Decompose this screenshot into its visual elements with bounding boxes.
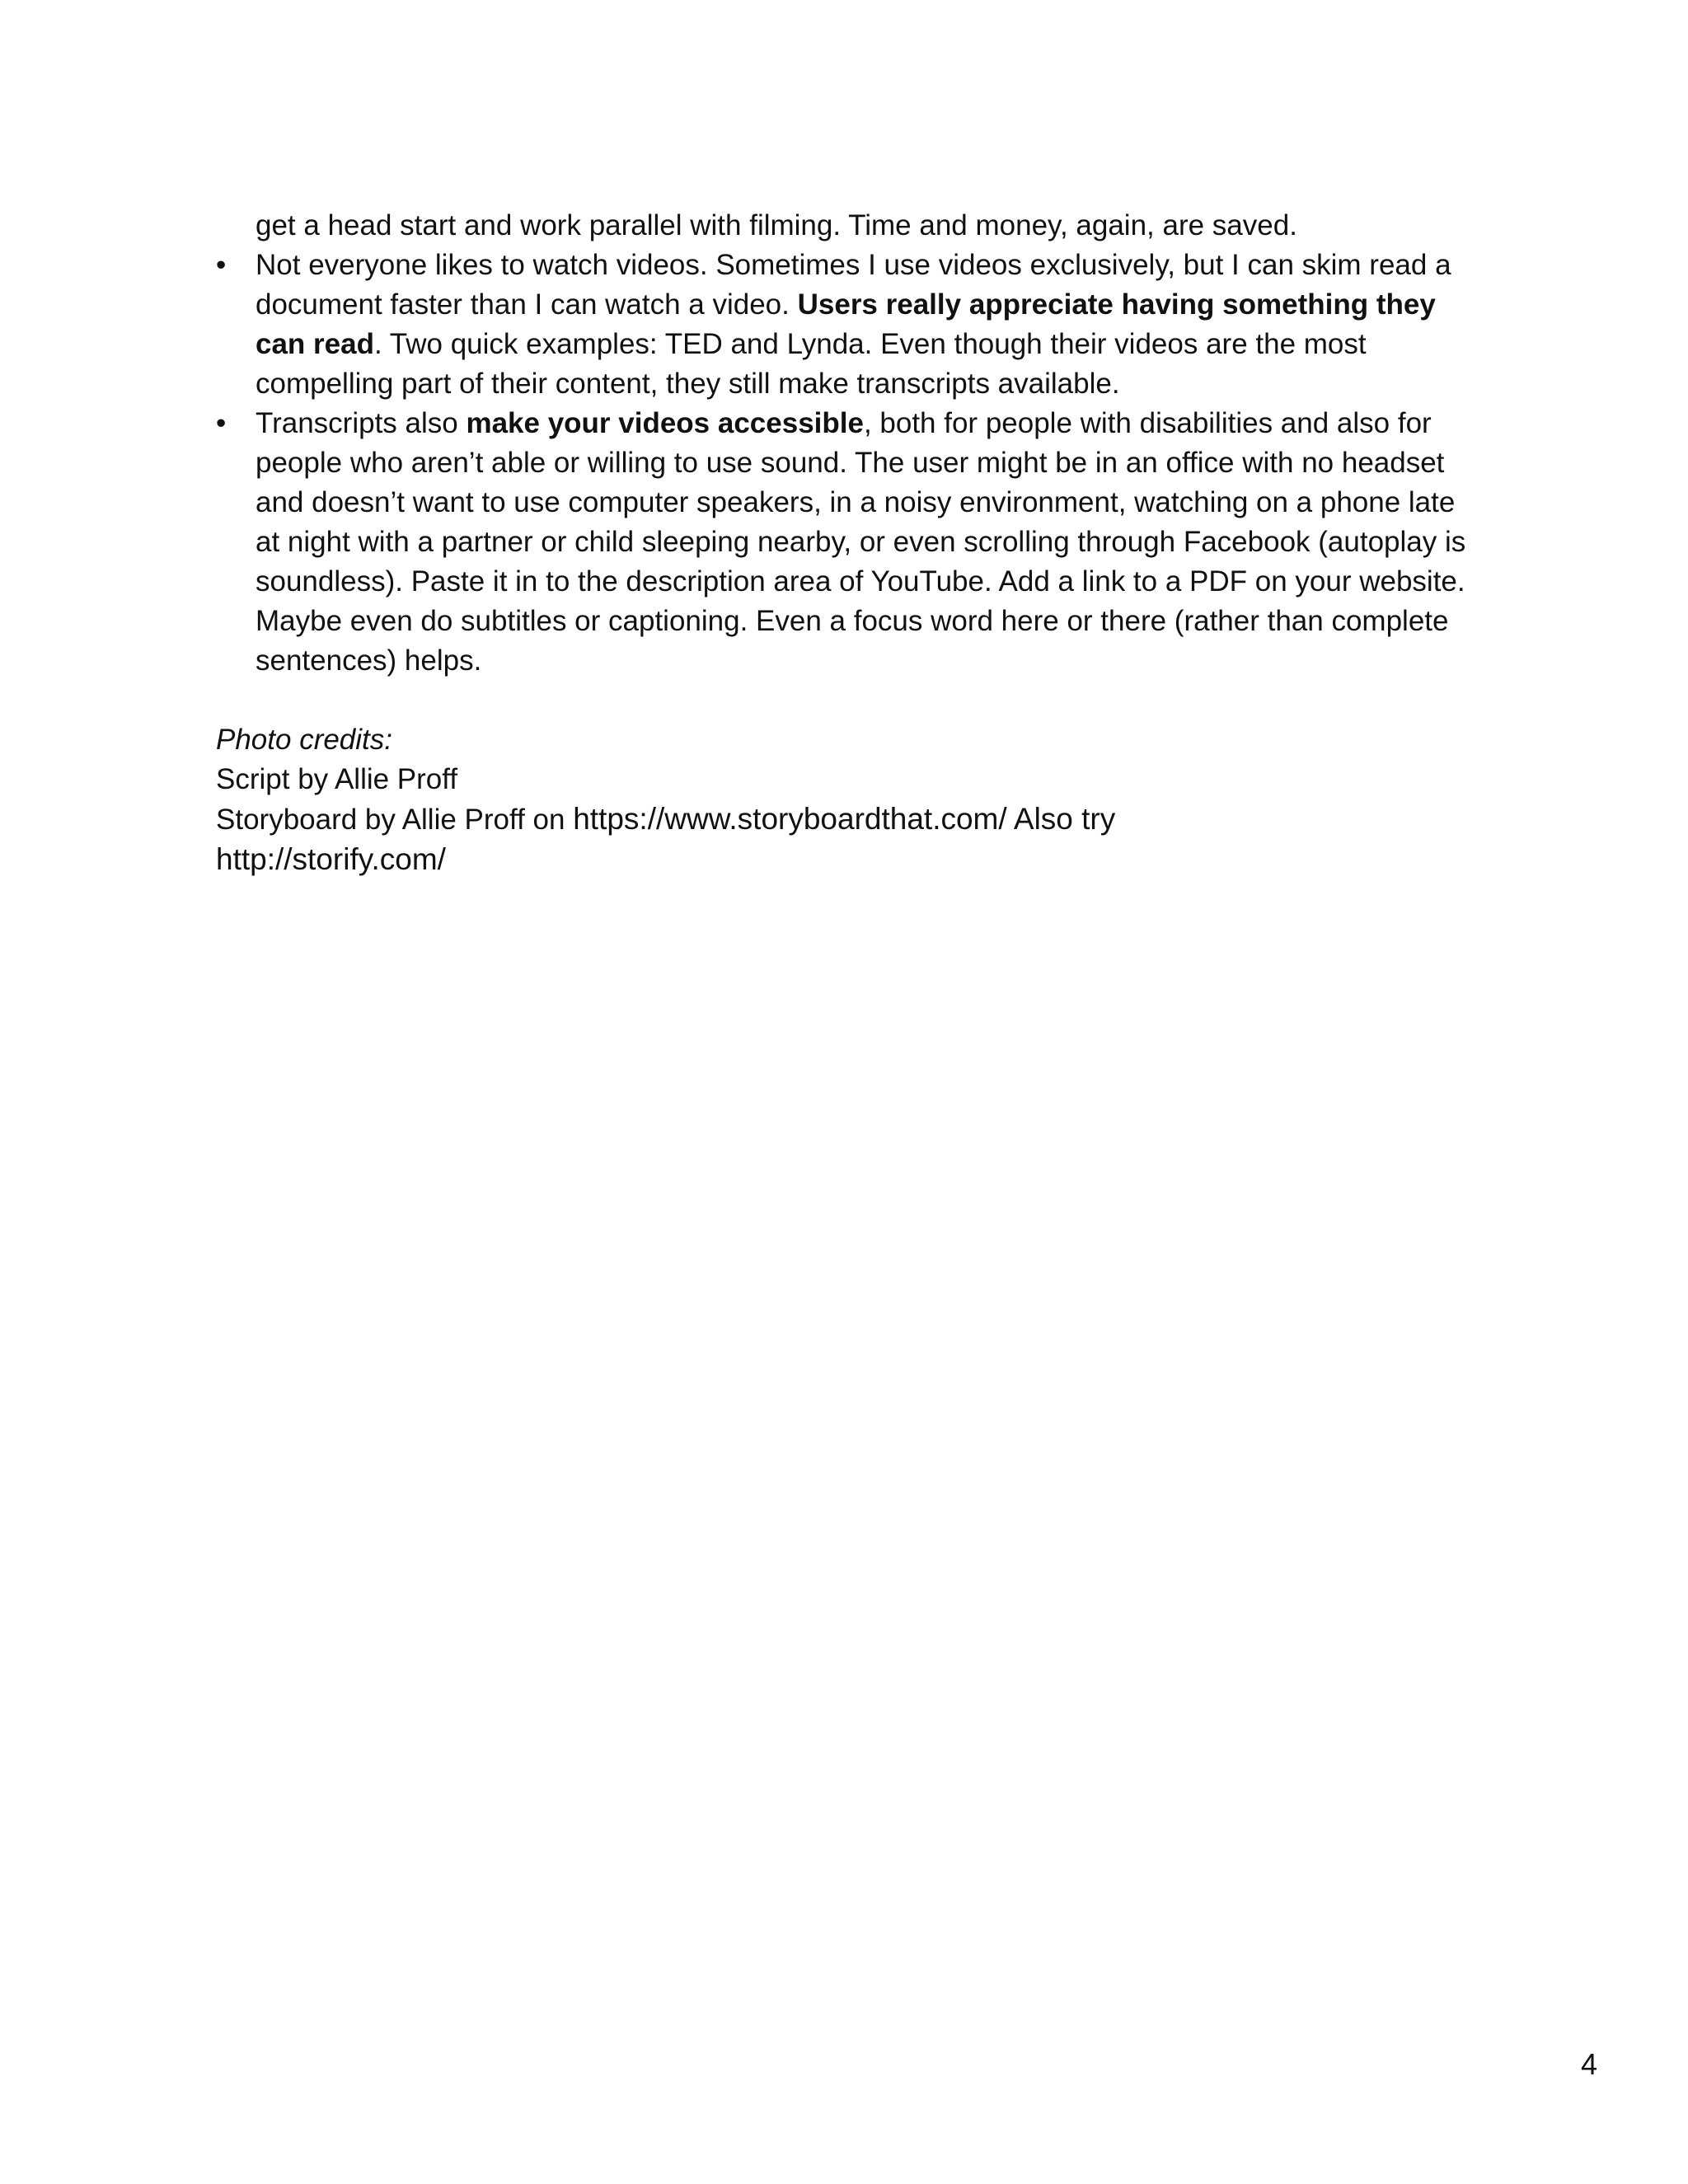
bullet-text-before: Transcripts also — [256, 407, 467, 439]
credits-heading: Photo credits: — [216, 724, 392, 756]
bullet-icon: • — [216, 407, 227, 439]
bullet-text-bold: make your videos accessible — [466, 407, 864, 439]
photo-credits — [216, 720, 1485, 880]
bullet-item-videos — [216, 246, 1485, 404]
storyboard-link[interactable]: https://www.storyboardthat.com/ — [573, 802, 1007, 836]
page-number: 4 — [1581, 2047, 1598, 2081]
storyboard-prefix: Storyboard by Allie Proff on — [216, 804, 574, 836]
credits-storify-line — [216, 840, 1485, 880]
bullet-text-after: , both for people with disabilities and also for people who aren’t able or willing to use sound. The user might be in an office with no headset and doesn’t want to use computer speakers, in a noisy environment, watching on a phone late at night with a partner or child sleeping nearby, or even scrolling through Facebook (autoplay is soundless). Paste it in to the description area of YouTube. Add a link to a PDF on your website. Maybe even do subtitles or captioning. Even a focus word here or there (rather than complete sentences) helps. — [256, 407, 1466, 677]
credits-storyboard-line — [216, 799, 1485, 840]
credits-script-line: Script by Allie Proff — [216, 763, 458, 795]
page-content — [216, 206, 1485, 880]
bullet-icon: • — [216, 249, 227, 281]
also-try-text: Also try — [1006, 802, 1116, 836]
continuation-paragraph: get a head start and work parallel with filming. Time and money, again, are saved. — [256, 209, 1297, 241]
bullet-text-before: Not everyone likes to watch videos. Sometimes I use videos exclusively, but I can skim read a document faster than I can watch a video. — [256, 249, 1451, 321]
bullet-list — [216, 246, 1485, 681]
storify-link[interactable]: http://storify.com/ — [216, 842, 446, 876]
bullet-text-bold: Users really appreciate having something they can read — [256, 288, 1436, 360]
bullet-text-after: . Two quick examples: TED and Lynda. Even though their videos are the most compelling part of their content, they still make transcripts available. — [256, 328, 1367, 400]
bullet-item-accessibility — [216, 404, 1485, 681]
